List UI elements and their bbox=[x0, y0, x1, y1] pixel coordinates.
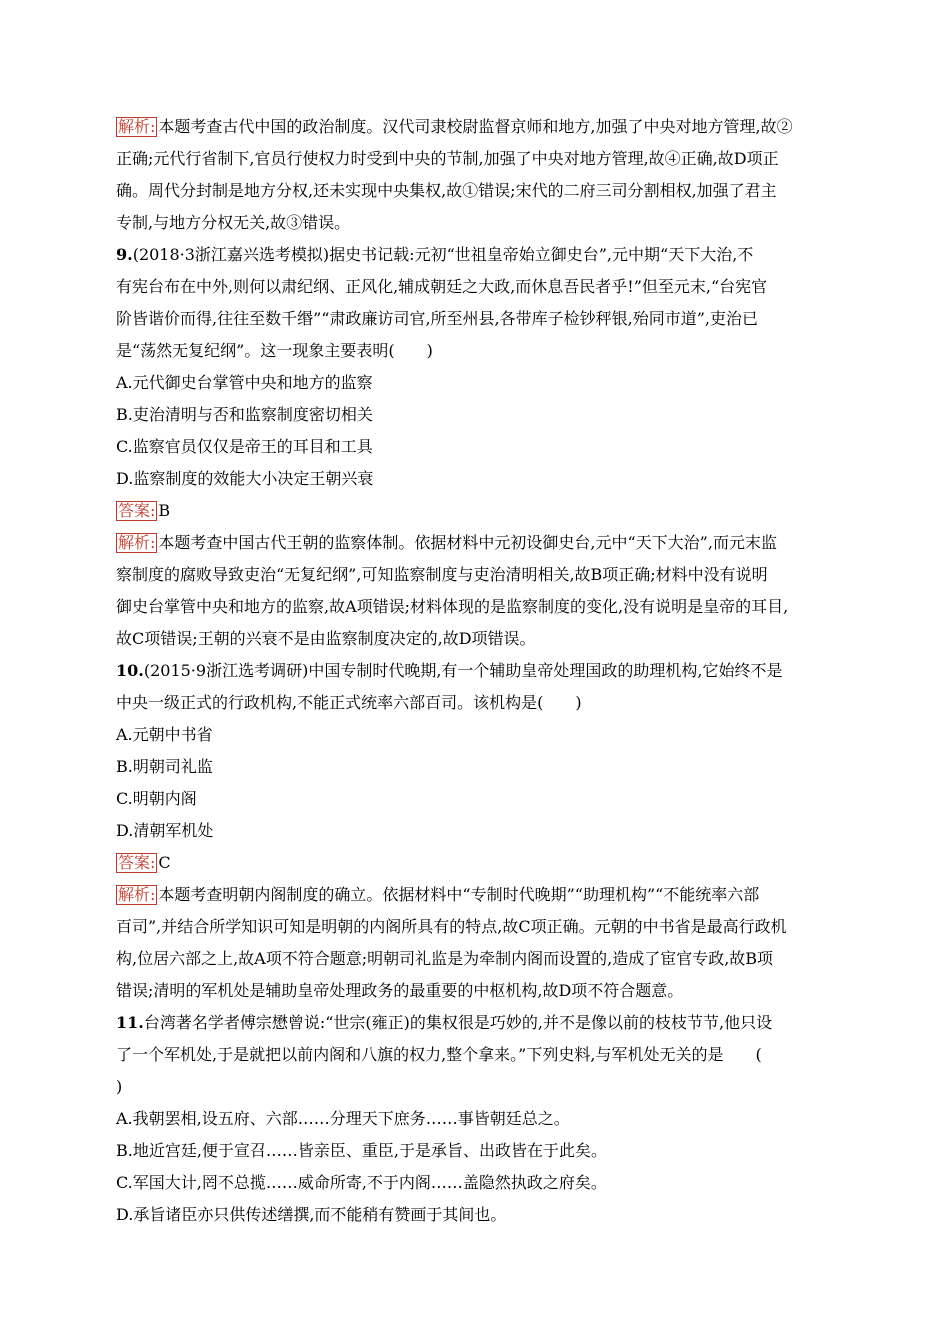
text-line: ) bbox=[116, 1077, 123, 1096]
analysis-tag: 解析: bbox=[118, 117, 156, 136]
text-line: 中央一级正式的行政机构,不能正式统率六部百司。该机构是( ) bbox=[116, 693, 582, 712]
text-line: 错误;清明的军机处是辅助皇帝处理政务的最重要的中枢机构,故D项不符合题意。 bbox=[116, 981, 684, 1000]
question-9 bbox=[116, 239, 840, 367]
option-d: D.清朝军机处 bbox=[116, 821, 214, 840]
document-content bbox=[116, 111, 840, 1231]
text-line: 构,位居六部之上,故A项不符合题意;明朝司礼监是为牵制内阁而设置的,造成了宦官专政,故B项 bbox=[116, 949, 774, 968]
text-line: 了一个军机处,于是就把以前内阁和八旗的权力,整个拿来。”下列史料,与军机处无关的是 ( bbox=[116, 1045, 762, 1064]
question-number: 10. bbox=[116, 661, 144, 680]
option-c: C.军国大计,罔不总揽……威命所寄,不于内阁……盖隐然执政之府矣。 bbox=[116, 1173, 607, 1192]
answer-line bbox=[116, 495, 840, 527]
text-line: 正确;元代行省制下,官员行使权力时受到中央的节制,加强了中央对地方管理,故④正确,故D项正 bbox=[116, 149, 779, 168]
answer-line bbox=[116, 847, 840, 879]
text-line: 故C项错误;王朝的兴衰不是由监察制度决定的,故D项错误。 bbox=[116, 629, 536, 648]
question-text: (2015·9浙江选考调研)中国专制时代晚期,有一个辅助皇帝处理国政的助理机构,它始终不是 bbox=[143, 661, 783, 680]
text-line: 阶皆谐价而得,往往至数千缗”“肃政廉访司官,所至州县,各带库子检钞秤银,殆同市道”,吏治已 bbox=[116, 309, 758, 328]
option-a: A.元朝中书省 bbox=[116, 725, 213, 744]
question-text: 台湾著名学者傅宗懋曾说:“世宗(雍正)的集权很是巧妙的,并不是像以前的枝枝节节,他只设 bbox=[143, 1013, 773, 1032]
analysis-block bbox=[116, 111, 840, 239]
option-b: B.明朝司礼监 bbox=[116, 757, 213, 776]
question-number: 11. bbox=[116, 1013, 144, 1032]
text-line: 是“荡然无复纪纲”。这一现象主要表明( ) bbox=[116, 341, 433, 360]
text-line bbox=[116, 879, 840, 911]
text-line bbox=[116, 111, 840, 143]
option-a: A.元代御史台掌管中央和地方的监察 bbox=[116, 373, 373, 392]
option-b: B.地近宫廷,便于宣召……皆亲臣、重臣,于是承旨、出政皆在于此矣。 bbox=[116, 1141, 608, 1160]
text-line: 御史台掌管中央和地方的监察,故A项错误;材料体现的是监察制度的变化,没有说明是皇帝的耳目, bbox=[116, 597, 789, 616]
answer-value: B bbox=[158, 501, 171, 520]
text-line bbox=[116, 527, 840, 559]
analysis-text: 本题考查明朝内阁制度的确立。依据材料中“专制时代晚期”“助理机构”“不能统率六部 bbox=[158, 885, 760, 904]
answer-value: C bbox=[158, 853, 171, 872]
answer-tag: 答案: bbox=[118, 501, 156, 520]
question-11 bbox=[116, 1007, 840, 1103]
analysis-tag: 解析: bbox=[118, 533, 156, 552]
text-line bbox=[116, 655, 840, 687]
text-line: 确。周代分封制是地方分权,还未实现中央集权,故①错误;宋代的二府三司分割相权,加强了君主 bbox=[116, 181, 777, 200]
analysis-block bbox=[116, 879, 840, 1007]
analysis-block bbox=[116, 527, 840, 655]
text-line: 百司”,并结合所学知识可知是明朝的内阁所具有的特点,故C项正确。元朝的中书省是最高行政机 bbox=[116, 917, 787, 936]
analysis-text: 本题考查中国古代王朝的监察体制。依据材料中元初设御史台,元中“天下大治”,而元末监 bbox=[158, 533, 777, 552]
text-line: 专制,与地方分权无关,故③错误。 bbox=[116, 213, 351, 232]
question-text: (2018·3浙江嘉兴选考模拟)据史书记载:元初“世祖皇帝始立御史台”,元中期“天下大治,不 bbox=[132, 245, 754, 264]
option-c: C.明朝内阁 bbox=[116, 789, 197, 808]
text-line: 有宪台布在中外,则何以肃纪纲、正风化,辅成朝廷之大政,而休息吾民者乎!”但至元末,“台宪官 bbox=[116, 277, 768, 296]
option-b: B.吏治清明与否和监察制度密切相关 bbox=[116, 405, 373, 424]
question-number: 9. bbox=[116, 245, 133, 264]
answer-tag: 答案: bbox=[118, 853, 156, 872]
text-line: 察制度的腐败导致吏治“无复纪纲”,可知监察制度与吏治清明相关,故B项正确;材料中没有说明 bbox=[116, 565, 768, 584]
option-c: C.监察官员仅仅是帝王的耳目和工具 bbox=[116, 437, 373, 456]
option-d: D.监察制度的效能大小决定王朝兴衰 bbox=[116, 469, 374, 488]
text-line bbox=[116, 1007, 840, 1039]
text-line bbox=[116, 239, 840, 271]
analysis-text: 本题考查古代中国的政治制度。汉代司隶校尉监督京师和地方,加强了中央对地方管理,故② bbox=[158, 117, 793, 136]
option-d: D.承旨诸臣亦只供传述缮撰,而不能稍有赞画于其间也。 bbox=[116, 1205, 507, 1224]
question-10 bbox=[116, 655, 840, 719]
option-a: A.我朝罢相,设五府、六部……分理天下庶务……事皆朝廷总之。 bbox=[116, 1109, 570, 1128]
analysis-tag: 解析: bbox=[118, 885, 156, 904]
